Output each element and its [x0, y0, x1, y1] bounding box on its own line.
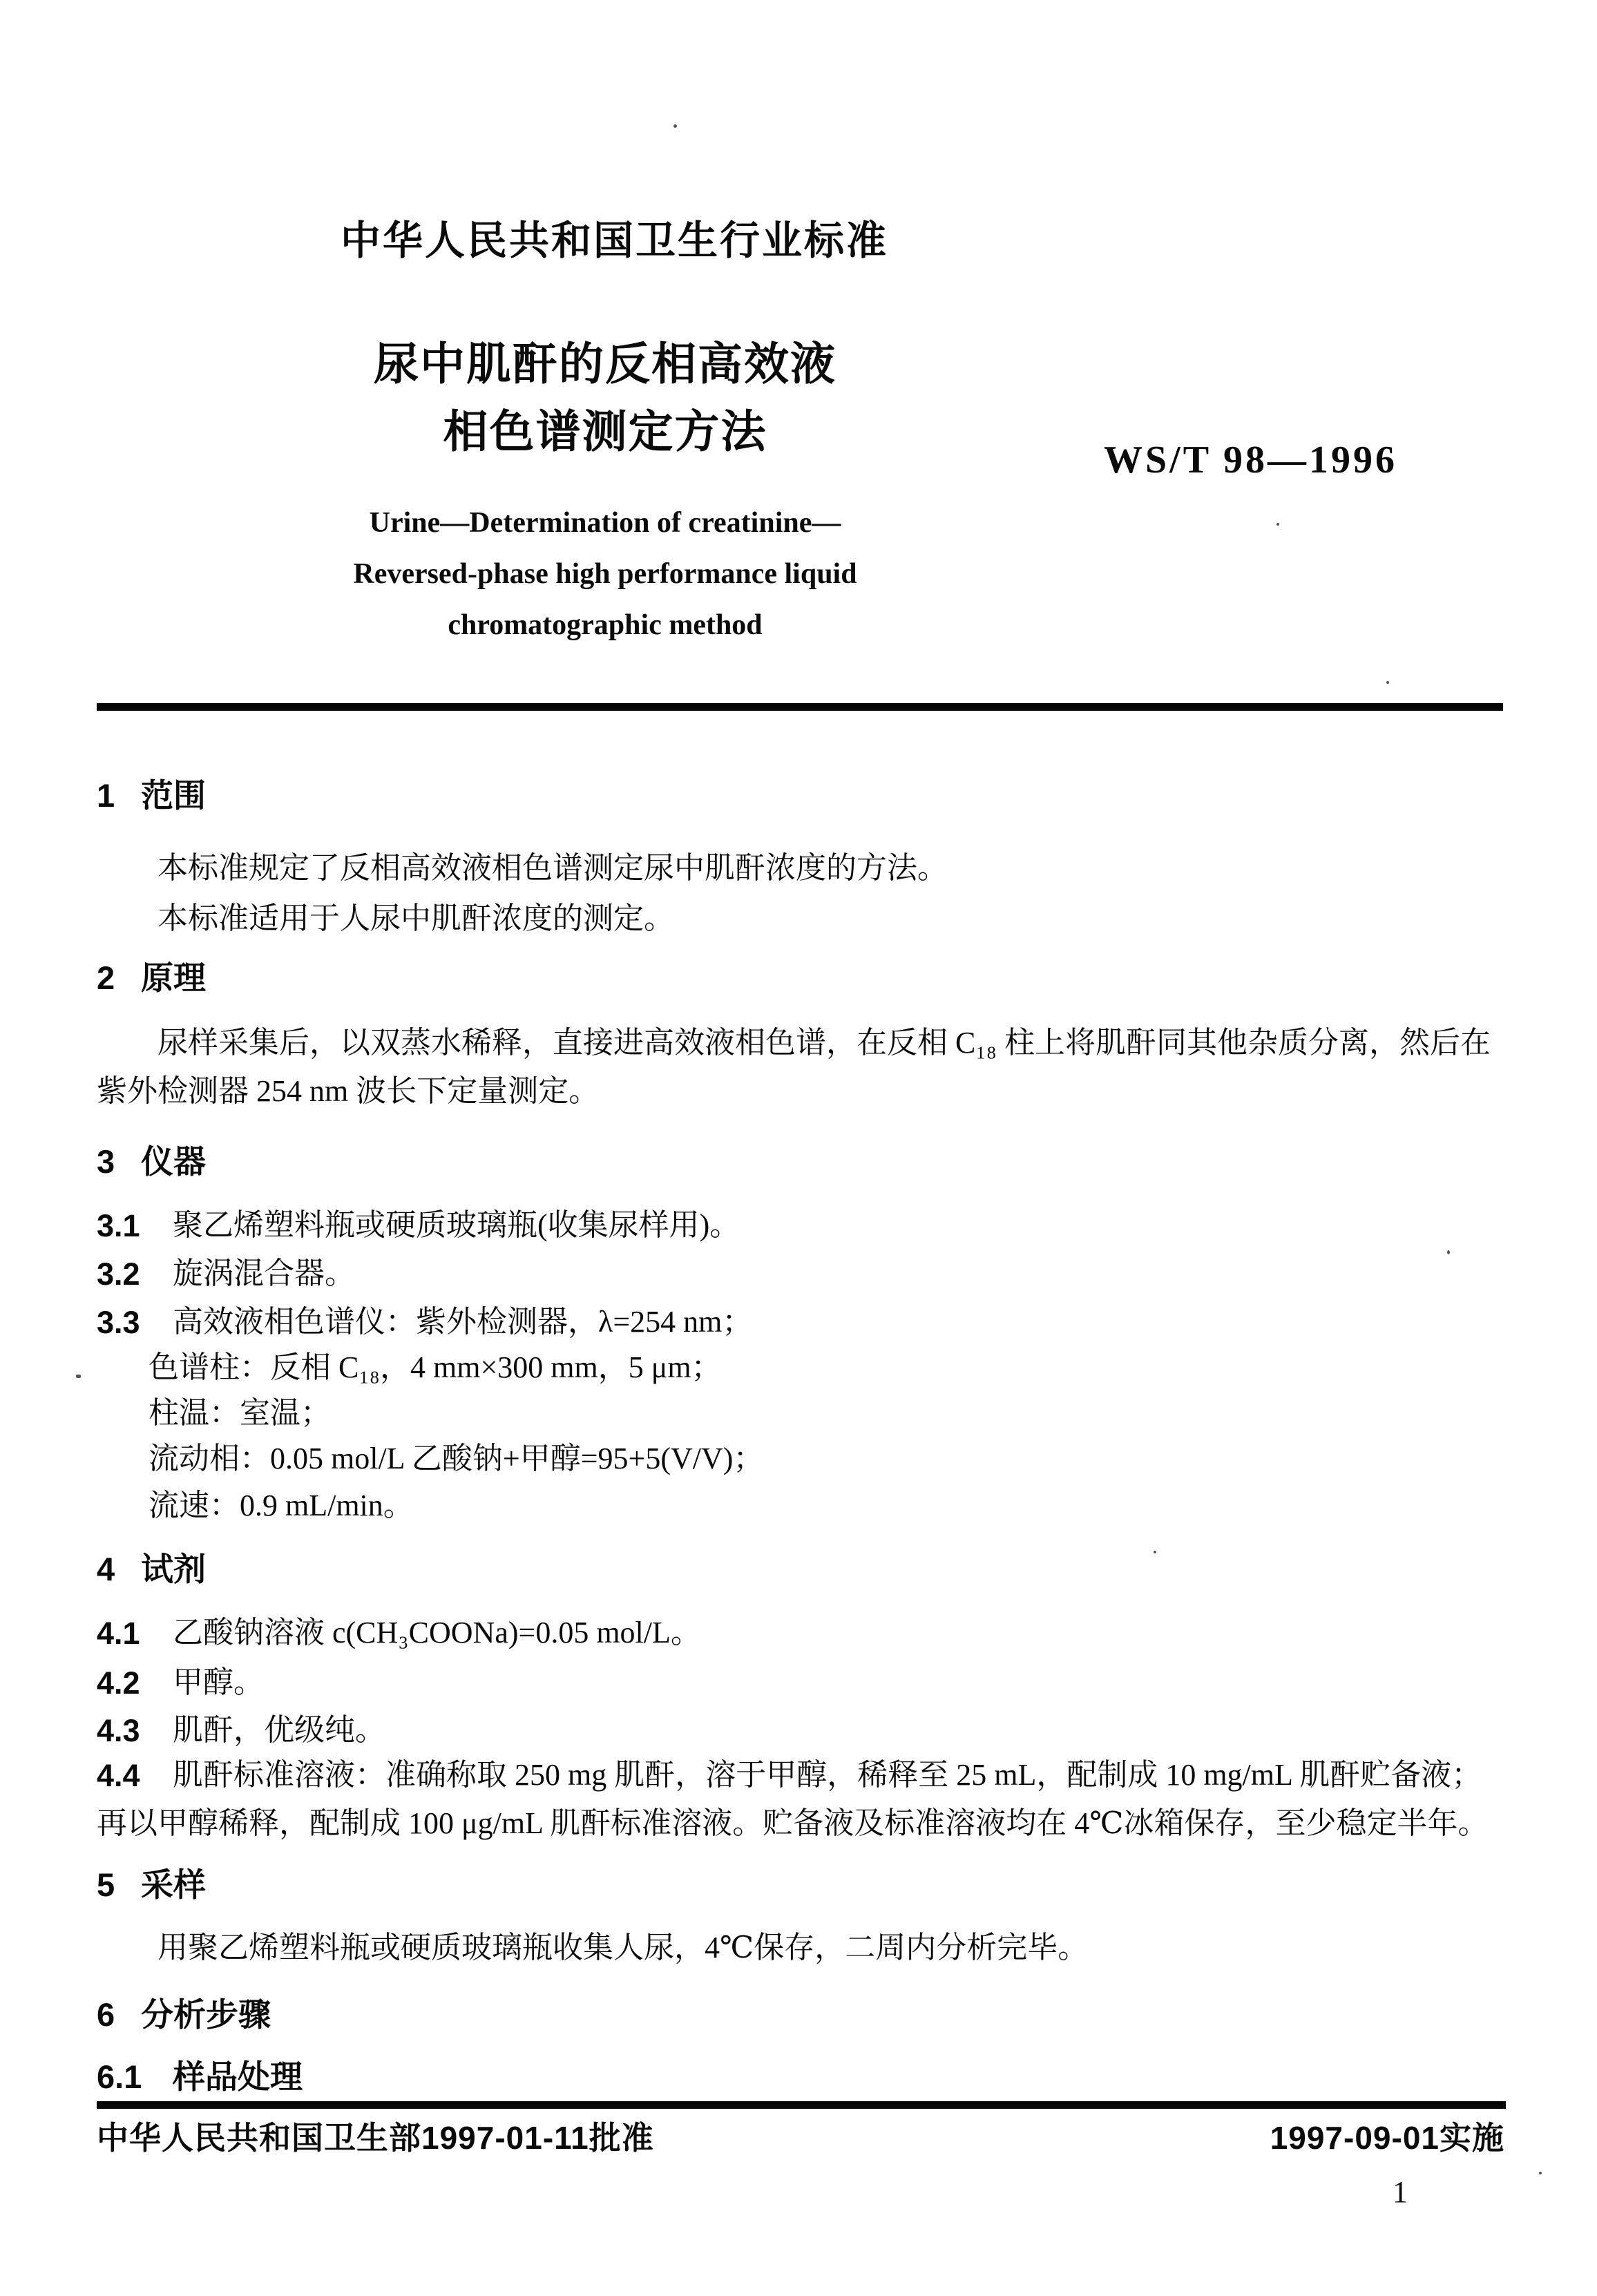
- s2-paragraph-line-1: 尿样采集后，以双蒸水稀释，直接进高效液相色谱，在反相 C₁₈ 柱上将肌酐同其他杂质分离，然后在: [157, 1026, 1491, 1060]
- clause-3-2: [97, 1256, 355, 1292]
- clause-number: 4.4: [97, 1758, 140, 1793]
- clause-4-3: [97, 1715, 385, 1746]
- clause-text: 聚乙烯塑料瓶或硬质玻璃瓶(收集尿样用)。: [173, 1208, 740, 1242]
- standard-number: WS/T 98—1996: [1104, 439, 1398, 481]
- section-title: 试剂: [141, 1551, 206, 1587]
- section-4-heading: [97, 1553, 206, 1585]
- section-5-heading: [97, 1868, 206, 1901]
- section-1-heading: [97, 779, 206, 812]
- s5-paragraph: 用聚乙烯塑料瓶或硬质玻璃瓶收集人尿，4℃保存，二周内分析完毕。: [157, 1931, 1089, 1964]
- section-title: 样品处理: [173, 2058, 303, 2095]
- section-number: 5: [97, 1866, 115, 1903]
- english-title-line-2: Reversed-phase high performance liquid: [353, 558, 857, 590]
- clause-3-3: [97, 1307, 752, 1338]
- section-6-heading: [97, 1998, 271, 2031]
- scan-artifact-dot: [1386, 681, 1389, 684]
- clause-4-1: [97, 1618, 701, 1649]
- s1-paragraph-1: 本标准规定了反相高效液相色谱测定尿中肌酐浓度的方法。: [157, 851, 948, 885]
- standard-type-heading: 中华人民共和国卫生行业标准: [341, 218, 889, 263]
- clause-number: 3.1: [97, 1208, 140, 1243]
- clause-text: 乙酸钠溶液 c(CH₃COONa)=0.05 mol/L。: [173, 1616, 701, 1649]
- clause-number: 4.1: [97, 1616, 140, 1651]
- section-2-heading: [97, 959, 206, 996]
- clause-number: 3.3: [97, 1305, 140, 1340]
- clause-number: 3.2: [97, 1256, 140, 1292]
- english-title-line-3: chromatographic method: [448, 609, 763, 641]
- clause-number: 4.3: [97, 1713, 140, 1748]
- section-number: 3: [97, 1143, 115, 1180]
- section-number: 4: [97, 1551, 115, 1587]
- english-title-line-1: Urine—Determination of creatinine—: [369, 507, 841, 539]
- doc-title-line-2: 相色谱测定方法: [443, 406, 767, 457]
- s3-detail-line-1: 柱温：室温；: [149, 1396, 331, 1430]
- doc-title-line-1: 尿中肌酐的反相高效液: [373, 338, 836, 389]
- s3-detail-line-3: 流速：0.9 mL/min。: [149, 1489, 414, 1522]
- scan-artifact-dot: [1154, 1551, 1156, 1553]
- header-rule: [97, 703, 1503, 711]
- s1-paragraph-2: 本标准适用于人尿中肌酐浓度的测定。: [157, 901, 674, 935]
- section-title: 原理: [141, 959, 206, 996]
- scan-artifact-dot: [1539, 2172, 1542, 2174]
- scan-artifact-dot: [76, 1375, 81, 1378]
- section-title: 分析步骤: [141, 1996, 271, 2033]
- page-number: 1: [1393, 2175, 1408, 2209]
- footer-implementation: 1997-09-01实施: [1270, 2120, 1504, 2156]
- section-6-1-heading: [97, 2060, 303, 2093]
- clause-3-1: [97, 1210, 740, 1241]
- scan-artifact-dot: [673, 124, 677, 128]
- footer-approval: 中华人民共和国卫生部1997-01-11批准: [97, 2120, 654, 2156]
- clause-text: 甲醇。: [173, 1665, 264, 1699]
- clause-number: 4.2: [97, 1665, 140, 1701]
- clause-text: 肌酐标准溶液：准确称取 250 mg 肌酐，溶于甲醇，稀释至 25 mL，配制成 10 mg/mL 肌酐贮备液；: [173, 1758, 1482, 1792]
- clause-4-4: [97, 1760, 1482, 1791]
- clause-4-4-continuation: 再以甲醇稀释，配制成 100 μg/mL 肌酐标准溶液。贮备液及标准溶液均在 4℃冰箱保存，至少稳定半年。: [97, 1806, 1489, 1840]
- section-3-heading: [97, 1145, 206, 1178]
- section-number: 1: [97, 777, 115, 814]
- section-title: 范围: [141, 777, 206, 814]
- clause-text: 旋涡混合器。: [173, 1256, 355, 1290]
- scan-artifact-dot: [1447, 1250, 1450, 1254]
- clause-text: 高效液相色谱仪：紫外检测器，λ=254 nm；: [173, 1305, 753, 1339]
- clause-text: 肌酐，优级纯。: [173, 1713, 385, 1747]
- section-number: 6.1: [97, 2058, 142, 2095]
- section-number: 2: [97, 959, 115, 996]
- s3-detail-line-2: 流动相：0.05 mol/L 乙酸钠+甲醇=95+5(V/V)；: [149, 1442, 764, 1475]
- scan-artifact-dot: [1276, 523, 1279, 526]
- section-title: 仪器: [141, 1143, 206, 1180]
- section-title: 采样: [141, 1866, 206, 1903]
- section-number: 6: [97, 1996, 115, 2033]
- s3-detail-line-0: 色谱柱：反相 C₁₈，4 mm×300 mm，5 μm；: [149, 1350, 722, 1384]
- footer-rule: [97, 2101, 1506, 2109]
- clause-4-2: [97, 1667, 264, 1699]
- s2-paragraph-line-2: 紫外检测器 254 nm 波长下定量测定。: [97, 1074, 600, 1108]
